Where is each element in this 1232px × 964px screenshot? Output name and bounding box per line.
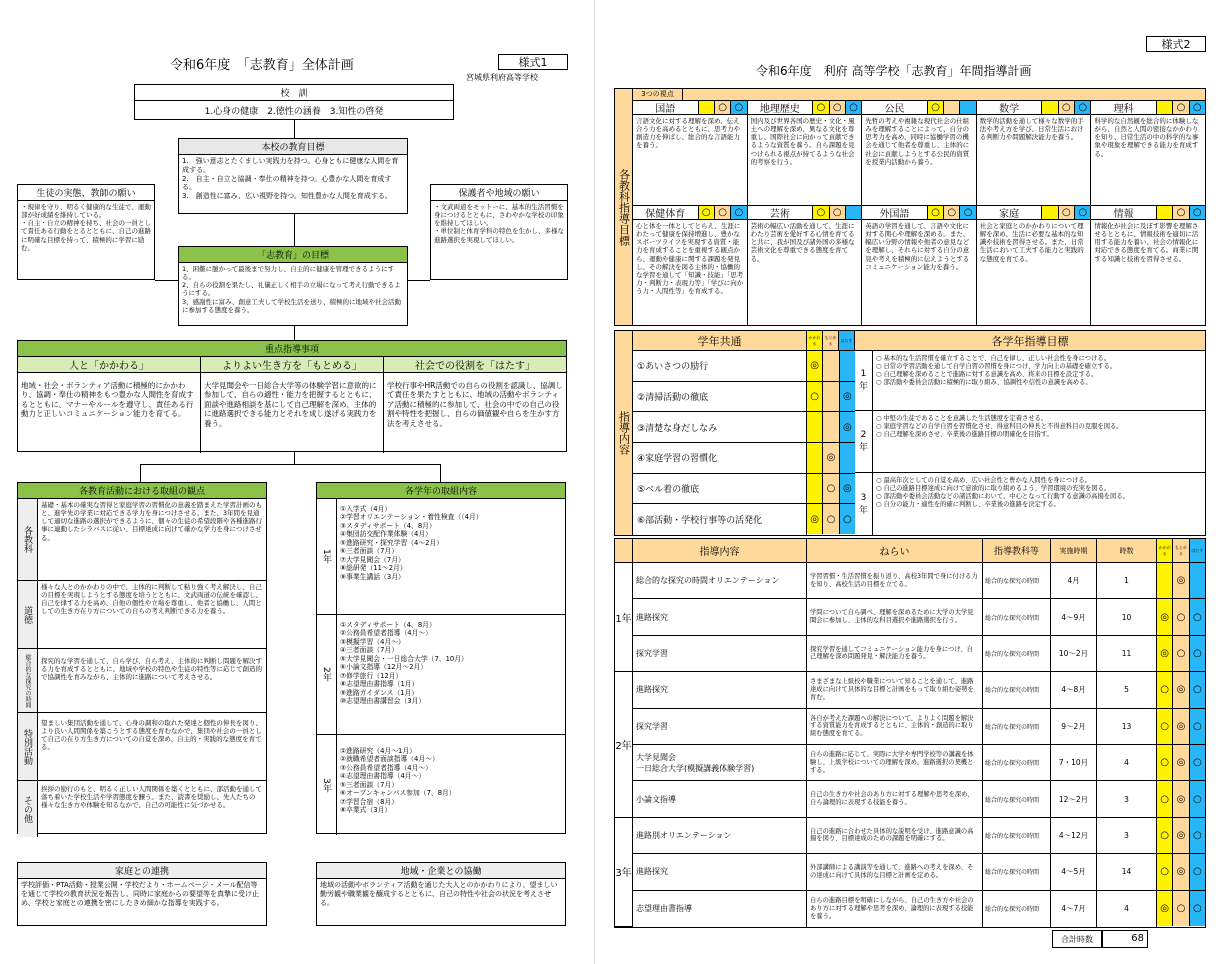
plan-header-content: 指導内容 [633, 539, 807, 563]
vp-head: はたす [1190, 539, 1205, 562]
common-row [633, 412, 855, 443]
viewpoint-mark: ○ [1059, 101, 1075, 114]
plan-hours: 13 [1097, 709, 1157, 744]
activity-row [18, 649, 266, 713]
common-row [633, 382, 855, 413]
subject-name: 公民 [862, 101, 928, 114]
grade-goal-row [855, 351, 1205, 411]
common-row-text: ⑤ベル着の徹底 [633, 474, 807, 504]
common-rows [633, 351, 855, 535]
plan-period: 4〜12月 [1051, 818, 1097, 853]
viewpoint-mark [840, 443, 855, 473]
common-row-text: ③清楚な身だしなみ [633, 412, 807, 442]
total-label: 合計時数 [1052, 930, 1102, 948]
school-goal-box [178, 138, 408, 214]
grade-goal-grade: 1年 [855, 351, 873, 410]
grade-label: 3年 [317, 735, 337, 835]
viewpoint-mark: ○ [840, 504, 855, 534]
subject-cell [862, 206, 977, 325]
form2-label: 様式2 [1146, 36, 1206, 52]
viewpoint-mark: ○ [1157, 709, 1173, 744]
focus-col-text: 学校行事やHR活動での自らの役割を認識し、協調して責任を果たすとともに、地域の活動やボランティア活動に積極的に参加して、社会の中での自己の役割や特性を把握し、自らの価値観や自らを生かす方法を考えさせる。 [387, 381, 563, 428]
subject-text: 心と体を一体としてとらえ、生涯にわたって健康を保持増進し、豊かなスポーツライフを実現する資質・能力を育成することを重視する観点から、運動や健康に関する課題を発見し、その解決を図る主体的・協働的な学習を通して「知識・技能」「思考力・判断力・表現力等」「学びに向かう力・人間性等」を育成する。 [636, 222, 744, 295]
focus-col-title: 人と「かかわる」 [18, 357, 200, 373]
subject-text: 社会と家庭とのかかわりについて理解を深め、生活に必要な基本的な知識や技術を習得させる。また、日常生活において工夫する能力と実践的な態度を育てる。 [979, 222, 1084, 263]
annual-plan-title: 令和6年度 利府 高等学校「志教育」年間指導計画 [756, 64, 1032, 78]
viewpoint-mark [699, 101, 715, 114]
subject-text: 国内及び世界各国の歴史・文化・風土への理解を深め、異なる文化を尊重し、国際社会に向かって貢献できるような資質を養う。自ら課題を見つけられる視点が持てるような社会的考察を行う。 [750, 117, 855, 166]
section1-label: 各教科指導目標 [615, 89, 633, 325]
common-row-text: ②清掃活動の徹底 [633, 382, 807, 412]
viewpoint-mark [944, 101, 960, 114]
overall-plan-title: 令和6年度 「志教育」全体計画 [170, 58, 354, 73]
subject-cell [748, 206, 863, 325]
parent-wishes-box [430, 184, 568, 280]
plan-aim: 自らの進路に応じて、実際に大学や専門学校等の講義を体験し、上級学校についての理解を深め、進路選択の契機とする。 [807, 745, 983, 780]
grades-box [316, 482, 566, 834]
plan-period: 4〜8月 [1051, 672, 1097, 707]
plan-content: 大学見聞会 一日総合大学(模擬講義体験学習) [633, 745, 807, 780]
plan-header-hours: 時数 [1097, 539, 1157, 563]
viewpoint-mark: ○ [731, 206, 746, 219]
viewpoint-mark: ◎ [840, 382, 855, 412]
focus-col-text: 大学見聞会や一日総合大学等の体験学習に意欲的に参加して、自らの適性・能力を把握するとともに、面談や進路相談を基にして自己理解を深め、主体的に進路選択できる能力とそれを成し遂げる実践力を養う。 [204, 381, 377, 428]
plan-period: 4〜5月 [1051, 854, 1097, 889]
plan-row [633, 563, 1205, 599]
plan-grade: 2年 [615, 672, 633, 818]
viewpoint-mark: ◎ [840, 412, 855, 442]
vp-head: かかわる [807, 331, 823, 350]
subject-cell [1091, 101, 1205, 205]
activity-label: 各教科 [18, 499, 38, 580]
plan-content: 探究学習 [633, 709, 807, 744]
viewpoint-mark: ○ [1190, 781, 1205, 816]
plan-row [633, 745, 1205, 781]
plan-row [633, 672, 1205, 708]
subject-text: 芸術の幅広い活動を通して、生涯にわたり芸術を愛好する心情を育てると共に、我が国及び諸外国の多様な芸術文化を尊重できる態度を育てる。 [750, 222, 855, 263]
plan-subject: 総合的な探究の時間 [983, 599, 1051, 634]
plan-subject: 総合的な探究の時間 [983, 709, 1051, 744]
plan-aim: さまざまな上級校や職業について知ることを通して、進路達成に向けて具体的な目標と計画をもって取り組む姿勢を育む。 [807, 672, 983, 707]
common-row-text: ④家庭学習の習慣化 [633, 443, 807, 473]
grade-text: ①入学式（4月） ②学習オリエンテーション・着性検査（（4月） ③スタディサポート（4、8月） ④集団訪交配作業体験（4月） ⑤進路研究・探究学習（4〜2月） ⑥三者面談（7月） ⑦大学見聞会（7月） ⑧総研発（11〜2月） ⑨事業生講話（3月） [340, 505, 483, 581]
plan-subject: 総合的な探究の時間 [983, 745, 1051, 780]
viewpoint-mark: ○ [1157, 745, 1173, 780]
school-name: 宮城県利府高等学校 [466, 73, 538, 82]
viewpoint-mark: ○ [715, 206, 731, 219]
viewpoint-mark: ○ [1157, 818, 1173, 853]
form1-label: 様式1 [498, 54, 568, 70]
grade-goal-grade: 3年 [855, 473, 873, 535]
viewpoint-mark: ○ [807, 382, 823, 412]
viewpoint-mark: ○ [1173, 599, 1189, 634]
focus-col-text: 地域・社会・ボランティア活動に積極的にかかわり、協調・奉仕の精神をもつ豊かな人間性を育成するとともに、マナーやルールを遵守し、責任ある行動力と正しいコミュニケーション能力を育てる。 [21, 381, 194, 419]
viewpoint-mark: ◎ [1173, 709, 1189, 744]
plan-content: 進路探究 [633, 599, 807, 634]
common-row [633, 443, 855, 474]
plan-period: 10〜2月 [1051, 636, 1097, 671]
common-row [633, 504, 855, 535]
plan-content: 進路別オリエンテーション [633, 818, 807, 853]
viewpoint-mark: ○ [699, 206, 715, 219]
focus-col-1 [18, 357, 201, 453]
home-text: 学校評価・PTA活動・授業公開・学校だより・ホームページ・メール配信等を通じて学校の教育状況を報告し、同時に家庭からの要望等を真摯に受け止め、学校と家庭との連携を密にしたきめ細かな指導を実践する。 [21, 881, 259, 907]
viewpoint-mark [807, 474, 823, 504]
plan-content: 志望理由書指導 [633, 891, 807, 927]
focus-col-3 [384, 357, 566, 453]
kokun-text: 1.心身の健康 2.徳性の涵養 3.知性の啓発 [204, 106, 384, 117]
subject-text: 先哲の考えや複雑な現代社会の仕組みを理解することによって、自分の思考力を高め、同時に協働学習の機会を通じて他者を尊重し、主体的に社会に貢献しようとする公民的資質を授業内活動から養う。 [865, 117, 970, 166]
viewpoint-mark: ○ [813, 206, 829, 219]
subject-cell [977, 101, 1092, 205]
grade-label: 2年 [317, 615, 337, 734]
viewpoint-mark: ○ [960, 206, 975, 219]
subject-cell [748, 101, 863, 205]
plan-aim: 自己の生き方や社会のあり方に対する理解や思考を深め、自ら論理的に表現する技能を養う。 [807, 781, 983, 816]
plan-subject: 総合的な探究の時間 [983, 563, 1051, 598]
kokoro-goal-text: 1、困難に臆かって最後まで努力し、自主的に健康を管理できるようにする。 2、自らの役割を果たし、礼儀正しく相手の立場になって考え行動できるようにする。 3、感謝性に富み、創意工夫して学校生活を送り、積極的に地域や社会活動に参加する態度を養う。 [182, 265, 402, 314]
subject-name: 芸術 [748, 206, 814, 219]
viewpoint-mark [823, 412, 839, 442]
focus-header: 重点指導事項 [18, 341, 566, 357]
viewpoint-mark: ○ [1173, 636, 1189, 671]
focus-col-title: 社会での役割を「はたす」 [384, 357, 566, 373]
common-row [633, 351, 855, 382]
viewpoint-mark: ○ [1190, 818, 1205, 853]
grade-goal-row [855, 473, 1205, 535]
school-goal-text: 1. 強い意志とたくましい実践力を持つ。心身ともに健康な人間を育成する。 2. 自主・自立と協調・奉仕の精神を持つ。心豊かな人間を育成する。 3. 創造性に富み、広い視野を持つ。知性豊かな人間を育成する。 [182, 157, 399, 200]
subject-name: 家庭 [977, 206, 1043, 219]
plan-hours: 4 [1097, 745, 1157, 780]
viewpoint-mark [1190, 563, 1205, 598]
plan-hours: 3 [1097, 818, 1157, 853]
viewpoint-mark: ○ [928, 206, 944, 219]
plan-period: 7・10月 [1051, 745, 1097, 780]
plan-subject: 総合的な探究の時間 [983, 891, 1051, 927]
viewpoint-mark: ○ [823, 504, 839, 534]
subject-name: 情報 [1091, 206, 1157, 219]
plan-subject: 総合的な探究の時間 [983, 636, 1051, 671]
grade-row [317, 615, 565, 735]
subject-cell [633, 206, 748, 325]
common-row-text: ①あいさつの励行 [633, 351, 807, 381]
subject-name: 外国語 [862, 206, 928, 219]
subject-cell [862, 101, 977, 205]
viewpoint-mark: ◎ [1157, 891, 1173, 926]
subject-cell [633, 101, 748, 205]
viewpoint-mark: ○ [1190, 599, 1205, 634]
subject-name: 地理歴史 [748, 101, 814, 114]
activity-text: 探究的な学習を通して、自ら学び、自ら考え、主体的に判断し問題を解決する力を育成するとともに、地域や学校の特色や生徒の特性等に応じて創造的で協調性を育みながら、主体的に進路について考えさせる。 [41, 657, 262, 682]
activity-label: 道徳 [18, 581, 38, 648]
viewpoints-label: 3つの視点 [633, 89, 683, 100]
focus-col-title: よりよい生き方を「もとめる」 [201, 357, 383, 373]
subject-text: 言語文化に対する理解を深め、伝え合う力を高めるとともに、思考力や創造力を伸ばし、総合的な言語能力を養う。 [636, 117, 740, 150]
kokoro-goal-header: 「志教育」の目標 [179, 247, 407, 263]
viewpoint-mark: ○ [830, 206, 846, 219]
activities-box [17, 482, 267, 834]
plan-period: 4〜7月 [1051, 891, 1097, 927]
activity-text: 挨拶の励行のもと、明るく正しい人間関係を築くとともに、部活動を通して落ち着いた学校生活や学習態度を醸う。また、読書を奨励し、先人たちの様々な生き方や体験を知るなかで、自己の可能性に気づかせる。 [41, 785, 262, 810]
grades-header: 各学年の取組内容 [317, 483, 565, 499]
vp-head: はたす [839, 331, 855, 350]
viewpoint-mark: ◎ [823, 443, 839, 473]
plan-content: 小論文指導 [633, 781, 807, 816]
viewpoint-mark: ○ [928, 101, 944, 114]
page-divider [594, 0, 595, 964]
activity-text: 基礎・基本の確実な習得と家庭学習の習慣化の意義を踏まえた学習計画のもと、進学先の学業に対応できる学力を身につけさせる。また、3年間を見通して適切な進路の選択ができるように、個々の生徒の希望段階や各種進路行事に連動したシラバスに従い、目標達成に向けて確かな学力を身につけさせる。 [41, 501, 262, 542]
viewpoint-mark: ◎ [807, 504, 823, 534]
plan-content: 進路探究 [633, 854, 807, 889]
community-header: 地域・企業との協働 [317, 863, 565, 879]
staff-wishes-header: 生徒の実態、教師の願い [18, 185, 154, 201]
viewpoint-mark: ○ [846, 101, 861, 114]
plan-row [633, 781, 1205, 817]
plan-table [614, 538, 1206, 928]
subject-text: 英語の学習を通して、言語や文化に対する関心や理解を深める。また、幅広い分野の情報や他者の意見などを理解し、それらに対する自分の意見や考えを積極的に伝えようとするコミュニケーション能力を養う。 [865, 222, 970, 271]
plan-subject: 総合的な探究の時間 [983, 854, 1051, 889]
home-header: 家庭との連携 [18, 863, 266, 879]
plan-content: 探究学習 [633, 636, 807, 671]
viewpoint-mark: ◎ [1157, 636, 1173, 671]
subject-cell [977, 206, 1092, 325]
activities-header: 各教育活動における取組の観点 [18, 483, 266, 499]
subject-name: 国語 [633, 101, 699, 114]
viewpoint-mark [807, 443, 823, 473]
subjects-row-1 [633, 101, 1205, 205]
plan-hours: 11 [1097, 636, 1157, 671]
plan-period: 4月 [1051, 563, 1097, 598]
plan-row [633, 854, 1205, 890]
plan-content: 進路探究 [633, 672, 807, 707]
plan-aim: 自らの進路目標を明確にしながら、自己の生き方や社会のあり方に対する理解や思考を深め、論理的に表現する技能を養う。 [807, 891, 983, 927]
viewpoint-mark: ○ [1075, 101, 1090, 114]
activity-label: 特別活動 [18, 713, 38, 780]
viewpoint-mark [1042, 206, 1058, 219]
grade-goal-header: 各学年指導目標 [855, 331, 1205, 351]
viewpoint-mark: ○ [1190, 709, 1205, 744]
plan-aim: 自己の進路に合わせた具体的な説明を受け、進路意識の高揚を図り、目標達成のための課題を明確にする。 [807, 818, 983, 853]
kokun-header: 校 訓 [135, 85, 453, 101]
vp-head: かかわる [1157, 539, 1173, 562]
grade-row [317, 499, 565, 615]
viewpoint-mark: ○ [715, 101, 731, 114]
grade-goal-grade: 2年 [855, 411, 873, 472]
viewpoint-mark: ○ [731, 101, 746, 114]
viewpoint-mark [960, 101, 975, 114]
staff-wishes-text: ・規律を守り、明るく健康的な生徒で、運動部が好成績を維持している。 ・自主・自立の精神を持ち、社会の一員として責任ある行動をとるとともに、自己の進路に明確な目標を持って、積極的に学習に励む。 [21, 203, 151, 252]
viewpoint-mark: ◎ [1157, 599, 1173, 634]
viewpoint-mark: ◎ [1173, 854, 1189, 889]
total-value: 68 [1102, 930, 1148, 948]
plan-hours: 10 [1097, 599, 1157, 634]
plan-row [633, 891, 1205, 927]
activity-label: その他 [18, 781, 38, 837]
plan-period: 9〜2月 [1051, 709, 1097, 744]
guidance-block [614, 330, 1206, 536]
plan-hours: 5 [1097, 672, 1157, 707]
parent-wishes-text: ・文武両道をモットーに、基本的生活習慣を身につけるとともに、さわやかな学校の印象を維持してほしい。 ・単位制と体育学科の特色を生かし、多様な進路選択を実現してほしい。 [434, 203, 564, 244]
subject-name: 理科 [1091, 101, 1157, 114]
community-text: 地域の活動やボランティア活動を通じた大人とのかかわりにより、望ましい勤労観や職業観を醸成するとともに、自己の特性や社会の状況を考えさせる。 [320, 881, 558, 907]
grade-label: 1年 [317, 499, 337, 614]
kokoro-goal-box [178, 246, 408, 326]
common-header: 学年共通 [633, 331, 807, 351]
community-box [316, 862, 566, 926]
plan-aim: 学問について自ら調べ、理解を深めるために大学の大学見聞会に参加し、主体的な科目選択や進路選択を行う。 [807, 599, 983, 634]
plan-header-period: 実施時期 [1051, 539, 1097, 563]
school-goal-header: 本校の教育目標 [179, 139, 407, 155]
grade-text: ①スタディサポート（4、8月） ②公務員希望者指導（4月〜） ③模擬学習（4月〜） ④三者面談（7月） ⑤大学見聞会・一日総合大学（7、10月） ⑥小論文指導（12月〜2月） ⑦修学旅行（12月） ⑧志望理由書指導（1月） ⑨進路ガイダンス（1月） ⑩志望理由書講習会（3月） [340, 621, 468, 706]
viewpoint-mark: ○ [830, 101, 846, 114]
plan-hours: 14 [1097, 854, 1157, 889]
viewpoint-mark: ○ [1157, 781, 1173, 816]
viewpoint-mark: ○ [1190, 672, 1205, 707]
plan-subject: 総合的な探究の時間 [983, 781, 1051, 816]
section2-label: 指導内容 [615, 331, 633, 535]
activity-row [18, 713, 266, 781]
viewpoint-mark: ○ [944, 206, 960, 219]
activity-label: 総合的な探究の時間 [18, 649, 38, 712]
plan-rows [615, 563, 1205, 927]
viewpoint-mark: ◎ [1173, 781, 1189, 816]
subject-text: 数学的活動を通して様々な数学的手法や考え方を学び、日常生活における判断力や問題解決能力を養う。 [979, 117, 1084, 142]
plan-period: 12〜2月 [1051, 781, 1097, 816]
viewpoint-mark [823, 382, 839, 412]
viewpoint-mark [1042, 101, 1058, 114]
plan-aim: 各自が考えた課題への解決について、よりよく問題を解決する資質能力を育成するとともに、主体的・創造的に取り組む態度を育てる。 [807, 709, 983, 744]
activity-text: 様々な人とのかかわりの中で、主体的に判断して粘り強く考え解決し、自己の目標を実現しようとする態度を培うとともに、文武両道の伝統を確認し、自己を律する力を高め、自他の個性や立場を尊重し、他者と協働し、人間としての生き方在り方についての自らの考え判断できる力を養う。 [41, 583, 262, 616]
activity-row [18, 499, 266, 581]
grade-goals [855, 351, 1205, 535]
plan-header-aim: ねらい [807, 539, 983, 563]
viewpoint-mark: ○ [1190, 101, 1205, 114]
plan-aim: 探究学習を通してコミュニケーション能力を身につけ、自己理解を深め問題発見・解決能力を養う。 [807, 636, 983, 671]
plan-row [633, 818, 1205, 854]
common-row-text: ⑥部活動・学校行事等の活発化 [633, 504, 807, 535]
viewpoint-mark: ◎ [1173, 745, 1189, 780]
plan-period: 4〜9月 [1051, 599, 1097, 634]
viewpoint-mark: ○ [1190, 636, 1205, 671]
plan-grade: 1年 [615, 563, 633, 672]
kokun-box [134, 84, 454, 120]
subject-name: 保健体育 [633, 206, 699, 219]
viewpoint-mark: ○ [1157, 672, 1173, 707]
home-box [17, 862, 267, 926]
activity-row [18, 781, 266, 837]
viewpoint-mark: ◎ [807, 351, 823, 381]
subject-text: 情報化が社会に及ぼす影響を理解させるとともに、情報技術を適切に活用する能力を養い、社会の情報化に対応できる態度を育てる。商業に関する知識と技術を習得させる。 [1094, 222, 1199, 263]
plan-header-subject: 指導教科等 [983, 539, 1051, 563]
viewpoint-mark: ○ [1190, 854, 1205, 889]
plan-hours: 4 [1097, 891, 1157, 927]
viewpoint-mark: ○ [813, 101, 829, 114]
viewpoint-mark: ○ [1190, 745, 1205, 780]
plan-aim: 学習習慣・生活習慣を振り返り、高校3年間で身に付ける力を知り、高校生活の目標を立てる。 [807, 563, 983, 598]
grade-goal-row [855, 411, 1205, 473]
focus-col-2 [201, 357, 384, 453]
activity-row [18, 581, 266, 649]
subject-name: 数学 [977, 101, 1043, 114]
grade-goal-text: ○ 中堅の生徒であることを意識した生活態度を定着させる。 ○ 家庭学習などの自学自習を習慣化させ、得意科目の伸長と不得意科目の克服を図る。 ○ 自己理解を深めさせ、卒業後の進路目標の明確化を目指す。 [876, 415, 1123, 438]
viewpoint-mark [1157, 563, 1173, 598]
subject-text: 科学的な自然観を総合的に体験しながら、自然と人間の密接なかかわりを知り、日常生活の中の科学的な事象や現象を理解できる能力を育成する。 [1094, 117, 1199, 158]
viewpoint-mark: ○ [823, 474, 839, 504]
plan-row [633, 636, 1205, 672]
plan-hours: 1 [1097, 563, 1157, 598]
plan-content: 総合的な探究の時間オリエンテーション [633, 563, 807, 598]
viewpoint-mark [840, 351, 855, 381]
viewpoint-mark: ◎ [840, 474, 855, 504]
grade-text: ①進路研究（4月〜1月） ②就職希望者面談指導（4月〜） ③公務員希望者指導（4月〜） ④志望理由書指導（4月〜） ⑤三者面談（7月） ⑥オープンキャンパス参加（7、8月） ⑦学習合宿（8月） ⑧卒業式（3月） [340, 747, 456, 815]
viewpoint-mark: ◎ [1173, 563, 1189, 598]
grade-goal-text: ○ 基本的な生活習慣を確立することで、自己を律し、正しい社会性を身につける。 ○ 日常の学習活動を通して自学自習の習慣を身につけ、学力向上の基礎を確立する。 ○ 自己理解を深めることで進路に対する意識を高め、将来の目標を設定する。 ○ 部活動や委員会活動に積極的に取り組み、協調性や信性の意識を高める。 [876, 355, 1117, 386]
vp-head: もとめる [1173, 539, 1189, 562]
viewpoint-mark: ○ [1190, 891, 1205, 926]
plan-aim: 外部講師による講演等を通して、進路への考えを深め、その達成に向けて具体的な目標と計画を定める。 [807, 854, 983, 889]
viewpoint-mark: ◎ [1173, 672, 1189, 707]
viewpoint-mark: ◎ [1173, 818, 1189, 853]
viewpoint-mark [846, 206, 861, 219]
focus-box [17, 340, 567, 452]
viewpoint-mark: ○ [1173, 891, 1189, 926]
viewpoint-mark [807, 412, 823, 442]
viewpoint-mark: ○ [1059, 206, 1075, 219]
parent-wishes-header: 保護者や地域の願い [431, 185, 567, 201]
viewpoint-mark: ○ [1173, 206, 1189, 219]
plan-subject: 総合的な探究の時間 [983, 818, 1051, 853]
staff-wishes-box [17, 184, 155, 280]
viewpoint-mark: ○ [1173, 101, 1189, 114]
plan-row [633, 599, 1205, 635]
plan-subject: 総合的な探究の時間 [983, 672, 1051, 707]
viewpoint-mark: ○ [1157, 854, 1173, 889]
subject-cell [1091, 206, 1205, 325]
grade-goal-text: ○ 最高年次としての自覚を高め、広い社会性と豊かな人間性を身につける。 ○ 自己の進路目標達成に向けて意欲的に取り組めるよう、学習環境の充実を図る。 ○ 部活動や委員会活動などの諸活動において、中心となって行動する意識の高揚を図る。 ○ 自分の能力・適性を的確に判断し、卒業後の進路を決定する。 [876, 477, 1129, 508]
viewpoint-mark: ○ [1190, 206, 1205, 219]
plan-row [633, 709, 1205, 745]
plan-hours: 3 [1097, 781, 1157, 816]
subjects-row-2 [633, 206, 1205, 325]
common-row [633, 474, 855, 505]
viewpoint-mark [1157, 101, 1173, 114]
viewpoint-mark [1157, 206, 1173, 219]
vp-head: もとめる [823, 331, 839, 350]
subject-goals-block [614, 88, 1206, 326]
grade-row [317, 735, 565, 835]
activity-text: 望ましい集団活動を通して、心身の調和の取れた発達と個性の伸長を図り、より良い人間関係を築こうとする態度を育むなかで、集団や社会の一員として自己の在り方生き方についての自覚を深め、自主的・実践的な態度を育てる。 [41, 719, 262, 752]
viewpoint-mark [823, 351, 839, 381]
plan-grade: 3年 [615, 818, 633, 927]
viewpoint-mark: ○ [1075, 206, 1090, 219]
